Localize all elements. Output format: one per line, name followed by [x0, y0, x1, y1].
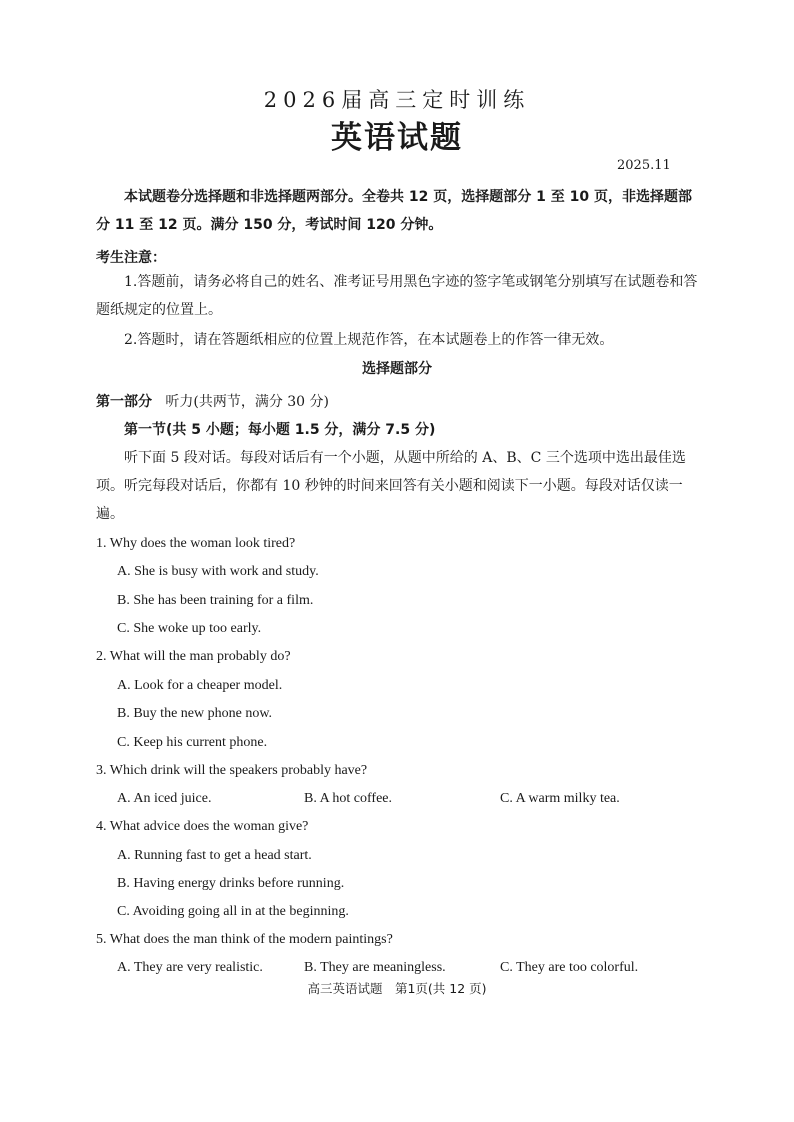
section1-title: 第一节(共 5 小题；每小题 1.5 分，满分 7.5 分)	[124, 422, 436, 438]
intro-paragraph: 本试题卷分选择题和非选择题两部分。全卷共 12 页，选择题部分 1 至 10 页，非选择题部分 11 至 12 页。满分 150 分，考试时间 120 分钟。	[96, 189, 692, 233]
q2-option-c: C. Keep his current phone.	[117, 735, 268, 750]
q1-option-c: C. She woke up too early.	[117, 621, 262, 636]
q3-option-b: B. A hot coffee.	[304, 791, 393, 806]
notice-item-2: 2.答题时，请在答题纸相应的位置上规范作答，在本试题卷上的作答一律无效。	[124, 332, 614, 348]
q2-option-a: A. Look for a cheaper model.	[117, 678, 283, 693]
part1-heading	[96, 388, 702, 416]
page-footer: 高三英语试题 第1页(共 12 页)	[307, 981, 487, 996]
q3-option-c: C. A warm milky tea.	[500, 791, 620, 806]
exam-date: 2025.11	[617, 158, 671, 173]
q1-option-b: B. She has been training for a film.	[117, 593, 314, 608]
q3-option-a: A. An iced juice.	[117, 791, 212, 806]
q2-option-b: B. Buy the new phone now.	[117, 706, 273, 721]
question-1: 1. Why does the woman look tired?	[96, 536, 296, 551]
question-3: 3. Which drink will the speakers probably have?	[96, 763, 368, 778]
question-2: 2. What will the man probably do?	[96, 649, 291, 664]
subject-title: 英语试题	[331, 120, 463, 156]
q5-option-b: B. They are meaningless.	[304, 960, 446, 975]
q4-option-c: C. Avoiding going all in at the beginning.	[117, 904, 349, 919]
notice-item-1: 1.答题前，请务必将自己的姓名、准考证号用黑色字迹的签字笔或钢笔分别填写在试题卷和答题纸规定的位置上。	[96, 274, 698, 318]
question-5: 5. What does the man think of the modern paintings?	[96, 932, 393, 947]
exam-name: 2026届高三定时训练	[263, 88, 531, 112]
listening-instructions: 听下面 5 段对话。每段对话后有一个小题，从题中所给的 A、B、C 三个选项中选出最佳选项。听完每段对话后，你都有 10 秒钟的时间来回答有关小题和阅读下一小题。每段对话仅读一遍。	[96, 450, 686, 522]
q4-option-a: A. Running fast to get a head start.	[117, 848, 312, 863]
part1-title: 第一部分	[96, 394, 152, 410]
q5-option-c: C. They are too colorful.	[500, 960, 639, 975]
question-4: 4. What advice does the woman give?	[96, 819, 309, 834]
q1-option-a: A. She is busy with work and study.	[117, 564, 319, 579]
notice-heading: 考生注意：	[96, 250, 166, 266]
section-title: 选择题部分	[362, 361, 432, 377]
q5-option-a: A. They are very realistic.	[117, 960, 263, 975]
q4-option-b: B. Having energy drinks before running.	[117, 876, 345, 891]
part1-subtitle: 听力(共两节，满分 30 分)	[165, 394, 329, 410]
